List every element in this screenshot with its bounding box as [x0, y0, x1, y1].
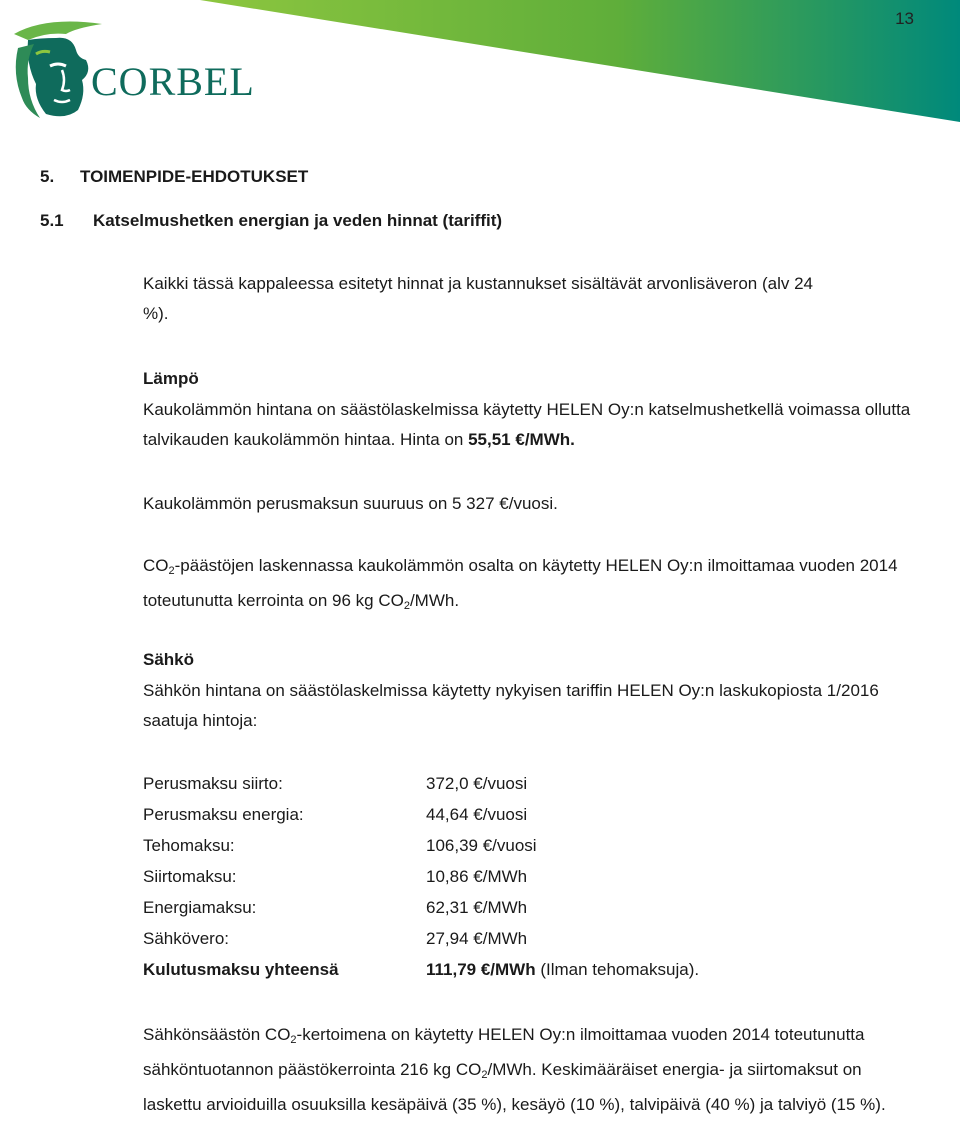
lampo-paragraph-3: [143, 551, 918, 621]
sahko-p2-sub2: 2: [481, 1069, 488, 1081]
sahko-p2-c: /MWh. Keskimääräiset energia- ja siirtomaksut on laskettu arvioiduilla osuuksilla kesäpäivä (35 %), kesäyö (10 %), talvipäivä (40 %) ja talviyö (15 %).: [143, 1060, 886, 1114]
sahko-p2-b: -kertoimena on käytetty HELEN Oy:n ilmoittamaa vuoden 2014 toteutunutta sähköntuotannon päästökerrointa 216 kg CO: [143, 1025, 865, 1079]
tariff-value: 10,86 €/MWh: [426, 867, 528, 886]
lampo-paragraph-1: [143, 395, 918, 455]
sahko-paragraph-2: [143, 1020, 918, 1120]
sahko-paragraph-1: Sähkön hintana on säästölaskelmissa käytetty nykyisen tariffin HELEN Oy:n laskukopiosta 1/2016 saatuja hintoja:: [143, 681, 879, 730]
tariff-total-value-wrap: [426, 960, 699, 980]
lampo-price: 55,51 €/MWh.: [468, 430, 575, 449]
tariff-value: 27,94 €/MWh: [426, 929, 528, 948]
lampo-p3-b: -päästöjen laskennassa kaukolämmön osalta on käytetty HELEN Oy:n ilmoittamaa vuoden 2014 toteutunutta kerrointa on 96 kg CO: [143, 556, 898, 610]
lampo-p3-sub2: 2: [403, 600, 410, 612]
lampo-heading: Lämpö: [143, 369, 199, 388]
tariff-value: 62,31 €/MWh: [426, 898, 528, 917]
tariff-value: 372,0 €/vuosi: [426, 774, 528, 793]
lampo-p1-text: Kaukolämmön hintana on säästölaskelmissa käytetty HELEN Oy:n katselmushetkellä voimassa ollutta talvikauden kaukolämmön hintaa. Hinta on: [143, 400, 911, 449]
tariff-total-value: 111,79 €/MWh: [426, 960, 536, 979]
page-number: 13: [895, 9, 914, 28]
tariff-total-note: (Ilman tehomaksuja).: [535, 960, 700, 979]
brand-name: CORBEL: [91, 59, 255, 104]
tariff-value: 106,39 €/vuosi: [426, 836, 537, 855]
section-title: TOIMENPIDE-EHDOTUKSET: [80, 167, 309, 186]
tariff-label: Perusmaksu energia:: [143, 805, 304, 824]
lampo-paragraph-2: Kaukolämmön perusmaksun suuruus on 5 327 €/vuosi.: [143, 494, 558, 513]
sahko-p2-sub1: 2: [290, 1034, 297, 1046]
section-heading: [40, 167, 308, 187]
subsection-title: Katselmushetken energian ja veden hinnat (tariffit): [93, 211, 503, 230]
tariff-total-label: Kulutusmaksu yhteensä: [143, 960, 339, 979]
intro-paragraph: Kaikki tässä kappaleessa esitetyt hinnat ja kustannukset sisältävät arvonlisäveron (alv 24 %).: [143, 274, 813, 323]
sahko-p2-a: Sähkönsäästön CO: [143, 1025, 291, 1044]
sahko-heading: Sähkö: [143, 650, 195, 669]
tariff-label: Tehomaksu:: [143, 836, 235, 855]
tariff-label: Siirtomaksu:: [143, 867, 237, 886]
lampo-p3-c: /MWh.: [409, 591, 460, 610]
subsection-number: 5.1: [40, 211, 64, 230]
lampo-p3-sub1: 2: [168, 565, 175, 577]
subsection-heading: [40, 211, 502, 231]
tariff-label: Energiamaksu:: [143, 898, 257, 917]
tariff-value: 44,64 €/vuosi: [426, 805, 528, 824]
lampo-p3-a: CO: [143, 556, 169, 575]
section-number: 5.: [40, 167, 55, 186]
tariff-label: Perusmaksu siirto:: [143, 774, 283, 793]
tariff-label: Sähkövero:: [143, 929, 229, 948]
